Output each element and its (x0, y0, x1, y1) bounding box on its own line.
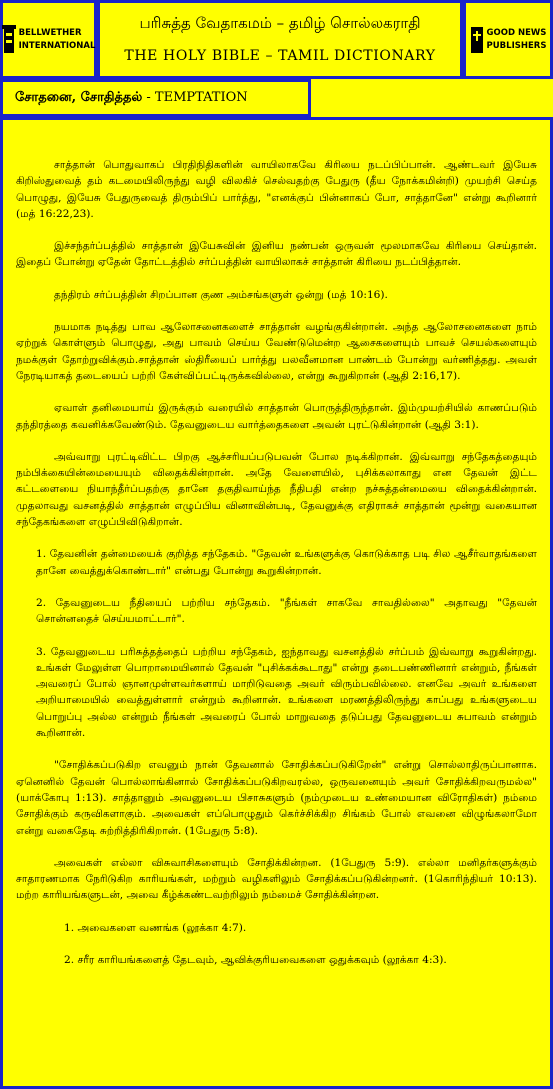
header-title-box (97, 0, 463, 79)
list-item: 2. சரீர காரியங்களைத் தேடவும், ஆவிக்குரியவைகளை ஒதுக்கவும் (லூக்கா 4:3). (64, 953, 447, 966)
good-news-line1: GOOD NEWS (486, 27, 547, 38)
paragraph: இச்சந்தர்ப்பத்தில் சாத்தான் இயேசுவின் இனிய நண்பன் ஒருவன் மூலமாகவே கிரியை செய்தான். இதைப் போன்று ஏதேன் தோட்டத்தில் சர்ப்பத்தின் வாயிலாகச் சாத்தான் கிரியை நடப்பித்தான். (16, 240, 537, 269)
numbered-item: 2. தேவனுடைய நீதியைப் பற்றிய சந்தேகம். "நீங்கள் சாகவே சாவதில்லை" அதாவது "தேவன் சொன்னதைச் செய்யமாட்டார்". (36, 596, 537, 626)
numbered-item: 3. தேவனுடைய பரிசுத்தத்தைப் பற்றிய சந்தேகம், ஐந்தாவது வசனத்தில் சர்ப்பம் இவ்வாறு கூறுகின்றது. உங்கள் மேலுள்ள பொறாமையினால் தேவன் "புசிக்கக்கூடாது" என்று தடைபண்ணினார் என்றும், நீங்கள் அவரைப் போல் ஞானமுள்ளவர்களாய் மாறிடுவதை அவர் விரும்பவில்லை. எனவே அவர் உங்களை அறியாமையில் வைத்துள்ளார் என்றும் கூறினான். உங்களை மரணத்திலிருந்து காப்பது உங்களுடைய பொறுப்பு அல்ல என்றும் நீங்கள் அவரைப் போல் மாறுவதை தடுப்பது தேவனுடைய சுபாவம் என்றும் கூறினான். (36, 645, 537, 740)
numbered-item: 1. தேவனின் தன்மையைக் குறித்த சந்தேகம். "தேவன் உங்களுக்கு கொடுக்காத படி சில ஆசீர்வாதங்களை தானே வைத்துக்கொண்டார்" என்பது போன்று கூறுகின்றான். (36, 548, 537, 577)
paragraph: அவ்வாறு புரட்டிவிட்ட பிறகு ஆச்சரியப்படுபவன் போல நடிக்கிறான். இவ்வாறு சந்தேகத்தையும் நம்பிக்கையின்மையையும் விதைக்கின்றான். அதே வேளையில், புசிக்கலாகாது என தேவன் இட்ட கட்டளையை நியாந்தீர்ப்பதற்கு தானே தகுதிவாய்ந்த நீதிபதி என்ற நச்சுத்தன்மையை விதைக்கின்றான். முதலாவது வசனத்தில் சாத்தான் எழுப்பிய வினாவின்படி, தேவனுக்கு எதிராகச் சாத்தான் மூன்று வகையான சந்தேகங்களை எழுப்பிவிடுகிறான். (16, 450, 537, 529)
list-item: 1. அவைகளை வணங்க (லூக்கா 4:7). (64, 921, 247, 934)
bellwether-emblem-icon (2, 25, 16, 55)
english-title: THE HOLY BIBLE – TAMIL DICTIONARY (124, 48, 436, 64)
paragraph: "சோதிக்கப்படுகிற எவனும் நான் தேவனால் சோதிக்கப்படுகிறேன்" என்று சொல்லாதிருப்பானாக. ஏனெனில் தேவன் பொல்லாங்கினால் சோதிக்கப்படுகிறவரல்ல, ஒருவனையும் அவர் சோதிக்கிறவருமல்ல" (யாக்கோபு 1:13). சாத்தானும் அவனுடைய பிசாசுகளும் (நம்முடைய உண்மையான விரோதிகள்) நம்மை சோதிக்கும் கருவிகளாகும். அவைகள் எப்பொழுதும் கெர்ச்சிக்கிற சிங்கம் போல் எவனை விழுங்கலாமோ என்று வகைதேடி சுற்றித்திரிகிறான். (1பேதுரு 5:8). (16, 759, 537, 837)
good-news-line2: PUBLISHERS (486, 40, 547, 51)
tamil-title: பரிசுத்த வேதாகமம் – தமிழ் சொல்லகராதி (139, 14, 421, 32)
paragraph: ஏவாள் தனிமையாய் இருக்கும் வரையில் சாத்தான் பொருத்திருந்தான். இம்முயற்சியில் காணப்படும் தந்திரத்தை கவனிக்கவேண்டும். தேவனுடைய வார்த்தைகளை அவன் புரட்டுகின்றான் (ஆதி 3:1). (16, 402, 537, 431)
paragraph: சாத்தான் பொதுவாகப் பிரதிநிதிகளின் வாயிலாகவே கிரியை நடப்பிப்பான். ஆண்டவர் இயேசு கிறிஸ்துவைத் தம் கடமையிலிருந்து வழி விலகிச் செல்வதற்கு பேதுரு (தீய நோக்கமின்றி) முயற்சி செய்த பொழுது, இயேசு பேதுருவைத் திரும்பிப் பார்த்து, "எனக்குப் பின்னாகப் போ, சாத்தானே" என்று கூறினார் (மத் 16:22,23). (16, 159, 537, 220)
bellwether-line1: BELLWETHER (18, 27, 82, 38)
bellwether-line2: INTERNATIONAL (18, 40, 96, 51)
good-news-logo (466, 3, 550, 76)
article-body (0, 117, 553, 1089)
topic-heading (3, 82, 308, 107)
topic-separator: - (142, 90, 155, 105)
paragraph: அவைகள் எல்லா விசுவாசிகளையும் சோதிக்கின்றன. (1பேதுரு 5:9). எல்லா மனிதர்களுக்கும் சாதாரணமாக நேரிடுகிற காரியங்கள், மற்றும் வழிகளிலும் சோதிக்கப்படுகின்றனர். (1கொரிந்தியர் 10:13). மற்ற காரியங்களுடன், அவை கீழ்க்கண்டவற்றிலும் நம்மைச் சோதிக்கின்றன. (16, 856, 537, 902)
topic-tamil: சோதனை, சோதித்தல் (15, 90, 143, 105)
topic-english: TEMPTATION (154, 90, 248, 105)
bellwether-logo (3, 3, 94, 76)
paragraph: நயமாக நடித்து பாவ ஆலோசனைகளைச் சாத்தான் வழங்குகின்றான். அந்த ஆலோசனைகளை நாம் ஏற்றுக் கொள்ளும் பொழுது, அது பாவம் செய்ய வேண்டுமென்ற ஆசைகளையும் பாவச் செயல்களையும் நமக்குள் தோற்றுவிக்கும்.சாத்தான் ஸ்திரீயைப் பார்த்து பலவீனமான பாண்டம் போன்று வர்ணித்தது. அவள் நேரடியாகத் தடையைப் பற்றி கேள்விப்பட்டிருக்கவில்லை, என்று கூறுகிறான் (ஆதி 2:16,17). (16, 321, 537, 382)
paragraph: தந்திரம் சர்ப்பத்தின் சிறப்பான குண அம்சங்களுள் ஒன்று (மத் 10:16). (54, 288, 388, 301)
bellwether-logo-box (0, 0, 97, 79)
good-news-logo-box (463, 0, 553, 79)
topic-heading-box (0, 79, 311, 117)
bible-book-icon (470, 25, 484, 55)
